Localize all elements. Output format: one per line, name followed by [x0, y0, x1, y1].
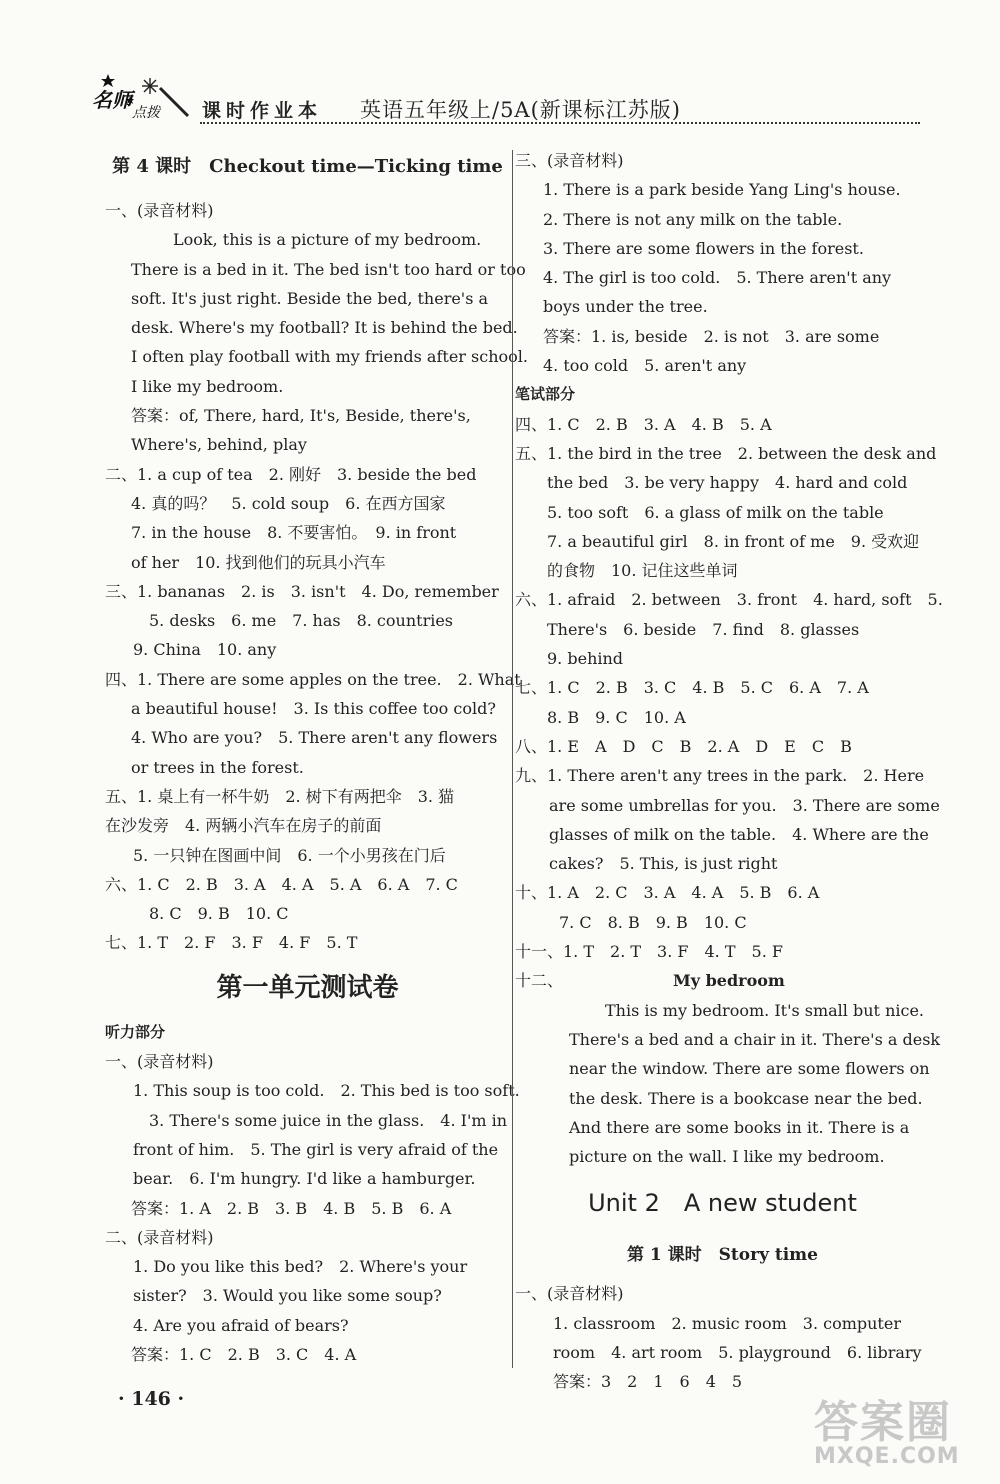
text-line: 2. There is not any milk on the table. [543, 209, 843, 229]
text-line: 4. too cold 5. aren't any [543, 356, 747, 376]
text-line: 二、(录音材料) [105, 1227, 214, 1247]
text-line: 六、1. C 2. B 3. A 4. A 5. A 6. A 7. C [105, 874, 458, 894]
header-rule [200, 122, 920, 124]
text-line: 的食物 10. 记住这些单词 [547, 561, 738, 581]
text-line: 十、1. A 2. C 3. A 4. A 5. B 6. A [515, 883, 820, 903]
text-line: the bed 3. be very happy 4. hard and cold [547, 473, 908, 493]
column-divider [512, 150, 513, 1368]
text-line: glasses of milk on the table. 4. Where are the [549, 824, 929, 844]
watermark-url: MXQE.COM [814, 1444, 960, 1469]
watermark-logo: 答案圈 [814, 1397, 952, 1448]
text-line: 三、1. bananas 2. is 3. isn't 4. Do, remember [105, 581, 499, 601]
text-line: 4. The girl is too cold. 5. There aren't any [543, 268, 892, 288]
text-line: front of him. 5. The girl is very afraid of the [133, 1139, 499, 1159]
section-number: 十二、 [515, 971, 564, 991]
text-line: picture on the wall. I like my bedroom. [569, 1147, 885, 1167]
text-line: 3. There are some flowers in the forest. [543, 238, 864, 258]
text-line: bear. 6. I'm hungry. I'd like a hamburger. [133, 1169, 476, 1189]
text-line: 八、1. E A D C B 2. A D E C B [515, 736, 852, 756]
text-line: or trees in the forest. [131, 757, 304, 777]
text-line: Look, this is a picture of my bedroom. [173, 230, 482, 250]
text-line: 1. classroom 2. music room 3. computer [553, 1313, 901, 1333]
logo-subtext: 点拨 [132, 105, 160, 121]
essay-heading [515, 966, 930, 995]
text-line: of her 10. 找到他们的玩具小汽车 [131, 552, 386, 572]
text-line: There's a bed and a chair in it. There's a desk [569, 1029, 941, 1049]
text-line: 二、1. a cup of tea 2. 刚好 3. beside the bed [105, 464, 477, 484]
section-heading: 笔试部分 [515, 385, 576, 404]
text-line: soft. It's just right. Beside the bed, there's a [131, 288, 489, 308]
brand-logo [88, 72, 200, 124]
lesson-title: 第 1 课时 Story time [626, 1245, 818, 1266]
text-line: are some umbrellas for you. 3. There are some [549, 795, 940, 815]
text-line: 9. behind [547, 649, 624, 669]
text-line: Where's, behind, play [131, 435, 307, 455]
text-line: 1. This soup is too cold. 2. This bed is too soft. [133, 1081, 520, 1101]
text-line: 7. in the house 8. 不要害怕。 9. in front [131, 523, 457, 543]
text-line: 3. There's some juice in the glass. 4. I'm in [149, 1110, 508, 1130]
text-line: 一、(录音材料) [105, 201, 214, 220]
text-line: sister? 3. Would you like some soup? [133, 1286, 442, 1306]
text-line: 答案：1. A 2. B 3. B 4. B 5. B 6. A [131, 1198, 452, 1218]
text-line: 一、(录音材料) [105, 1052, 214, 1072]
text-line: 4. Who are you? 5. There aren't any flowers [131, 728, 498, 748]
text-line: 四、1. C 2. B 3. A 4. B 5. A [515, 414, 772, 434]
page-header [88, 72, 920, 126]
text-line: And there are some books in it. There is a [569, 1117, 910, 1137]
logo-text: 名师 [92, 88, 132, 112]
text-line: I like my bedroom. [131, 376, 284, 396]
text-line: 六、1. afraid 2. between 3. front 4. hard, soft 5. [515, 590, 943, 610]
section-heading: 听力部分 [105, 1022, 166, 1041]
text-line: 答案：1. C 2. B 3. C 4. A [131, 1344, 357, 1364]
text-line: 十一、1. T 2. T 3. F 4. T 5. F [515, 942, 783, 962]
text-line: 4. 真的吗？ 5. cold soup 6. 在西方国家 [131, 493, 446, 513]
text-line: 七、1. C 2. B 3. C 4. B 5. C 6. A 7. A [515, 678, 869, 698]
text-line: 5. desks 6. me 7. has 8. countries [149, 611, 454, 631]
text-line: 7. a beautiful girl 8. in front of me 9. 受欢迎 [547, 531, 920, 551]
text-line: 9. China 10. any [133, 640, 277, 660]
left-column [105, 146, 528, 1369]
text-line: the desk. There is a bookcase near the bed. [569, 1088, 923, 1108]
text-line: 一、(录音材料) [515, 1284, 624, 1304]
text-line: 五、1. the bird in the tree 2. between the desk and [515, 443, 937, 463]
test-title: 第一单元测试卷 [216, 972, 399, 1003]
unit-title: Unit 2 A new student [588, 1189, 857, 1218]
text-line: 1. Do you like this bed? 2. Where's your [133, 1257, 468, 1277]
text-line: 8. C 9. B 10. C [149, 904, 289, 924]
text-line: 4. Are you afraid of bears? [133, 1315, 349, 1335]
book-title: 英语五年级上/5A(新课标江苏版) [360, 98, 681, 122]
right-column [515, 146, 943, 1397]
text-line: This is my bedroom. It's small but nice. [605, 1000, 924, 1020]
text-line: 7. C 8. B 9. B 10. C [559, 912, 747, 932]
text-line: 九、1. There aren't any trees in the park. 2. Here [515, 766, 925, 786]
text-line: 5. 一只钟在图画中间 6. 一个小男孩在门后 [133, 845, 446, 865]
text-line: desk. Where's my football? It is behind the bed. [131, 318, 518, 338]
essay-title: My bedroom [673, 971, 785, 991]
text-line: 5. too soft 6. a glass of milk on the table [547, 502, 884, 522]
text-line: 五、1. 桌上有一杯牛奶 2. 树下有两把伞 3. 猫 [105, 786, 455, 806]
text-line: near the window. There are some flowers on [569, 1059, 930, 1079]
text-line: 在沙发旁 4. 两辆小汽车在房子的前面 [105, 816, 382, 836]
text-line: 答案：of, There, hard, It's, Beside, there's, [131, 406, 471, 426]
text-line: There is a bed in it. The bed isn't too hard or too [131, 259, 526, 279]
text-line: 四、1. There are some apples on the tree. 2. What [105, 669, 521, 689]
text-line: room 4. art room 5. playground 6. library [553, 1342, 922, 1362]
text-line: cakes? 5. This, is just right [549, 854, 778, 874]
text-line: 8. B 9. C 10. A [547, 707, 686, 727]
lesson-title: 第 4 课时 Checkout time—Ticking time [112, 156, 503, 177]
text-line: I often play football with my friends after school. [131, 347, 528, 367]
text-line: 七、1. T 2. F 3. F 4. F 5. T [105, 933, 358, 953]
page-number: · 146 · [118, 1388, 185, 1410]
watermark [814, 1386, 984, 1476]
text-line: boys under the tree. [543, 297, 708, 317]
text-line: a beautiful house! 3. Is this coffee too cold? [131, 699, 496, 719]
series-title: 课时作业本 [202, 100, 323, 122]
text-line: 1. There is a park beside Yang Ling's house. [543, 180, 901, 200]
text-line: 答案：3 2 1 6 4 5 [553, 1372, 743, 1392]
text-line: 答案：1. is, beside 2. is not 3. are some [543, 326, 880, 346]
text-line: 三、(录音材料) [515, 151, 624, 170]
text-line: There's 6. beside 7. find 8. glasses [547, 619, 860, 639]
